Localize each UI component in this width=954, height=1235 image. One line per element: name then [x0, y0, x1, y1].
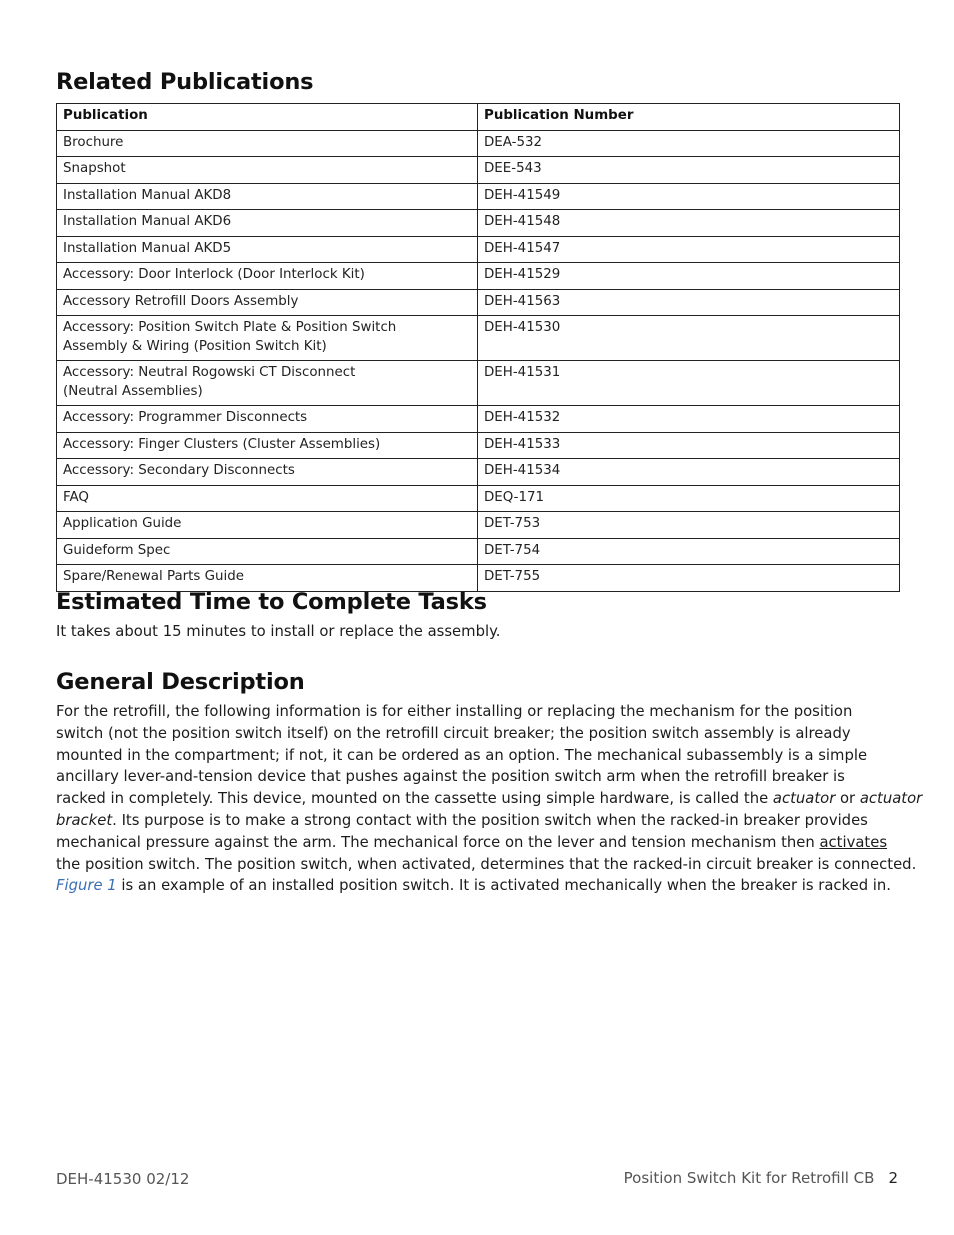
paragraph-line [56, 875, 906, 897]
section-heading-estimated-time: Estimated Time to Complete Tasks [56, 589, 487, 615]
term-actuator-bracket-continued: bracket [56, 811, 113, 829]
publication-number-cell: DEH-41563 [478, 289, 900, 316]
general-description-paragraph [56, 701, 923, 897]
footer-right [624, 1169, 898, 1187]
column-header-publication-number: Publication Number [478, 104, 900, 131]
paragraph-line [56, 810, 906, 832]
paragraph-text: or [835, 790, 860, 808]
publication-number-cell: DEQ-171 [478, 485, 900, 512]
publication-number-cell: DEE-543 [478, 157, 900, 184]
estimated-time-paragraph: It takes about 15 minutes to install or replace the assembly. [56, 623, 501, 640]
publication-number-cell: DET-755 [478, 565, 900, 592]
publication-cell: Installation Manual AKD8 [57, 183, 478, 210]
paragraph-line: For the retrofill, the following information is for either installing or replacing the mechanism for the position [56, 703, 853, 720]
publication-cell [57, 316, 478, 361]
publication-number-cell: DEH-41531 [478, 361, 900, 406]
paragraph-text: is an example of an installed position switch. It is activated mechanically when the breaker is racked in. [116, 877, 891, 895]
publication-cell: Accessory: Door Interlock (Door Interlock Kit) [57, 263, 478, 290]
table-row [57, 361, 900, 406]
table-row [57, 565, 900, 592]
table-row [57, 263, 900, 290]
table-header-row [57, 104, 900, 131]
publication-cell-line: Accessory: Position Switch Plate & Position Switch [63, 320, 397, 335]
publication-number-cell: DET-754 [478, 538, 900, 565]
paragraph-text: . Its purpose is to make a strong contact with the position switch when the racked-in breaker provides [112, 811, 868, 829]
paragraph-line: switch (not the position switch itself) on the retrofill circuit breaker; the position switch assembly is already [56, 724, 851, 742]
publication-cell: Accessory: Finger Clusters (Cluster Assemblies) [57, 432, 478, 459]
publication-number-cell: DEH-41534 [478, 459, 900, 486]
table-row [57, 236, 900, 263]
table-row [57, 538, 900, 565]
publication-cell: Application Guide [57, 512, 478, 539]
column-header-publication: Publication [57, 104, 478, 131]
page-number: 2 [888, 1169, 898, 1187]
publication-number-cell: DEH-41548 [478, 210, 900, 237]
table-row [57, 210, 900, 237]
publication-cell-line: Accessory: Neutral Rogowski CT Disconnect [63, 365, 356, 380]
paragraph-text: mechanical pressure against the arm. The mechanical force on the lever and tension mechanism then [56, 833, 820, 851]
paragraph-line: the position switch. The position switch, when activated, determines that the racked-in circuit breaker is connected. [56, 855, 917, 873]
publication-cell: Brochure [57, 130, 478, 157]
term-actuator: actuator [772, 790, 836, 808]
publication-number-cell: DEA-532 [478, 130, 900, 157]
publication-cell-line: Assembly & Wiring (Position Switch Kit) [63, 338, 327, 354]
paragraph-line [56, 788, 923, 810]
table-row [57, 512, 900, 539]
publication-cell: FAQ [57, 485, 478, 512]
table-row [57, 485, 900, 512]
paragraph-line: mounted in the compartment; if not, it can be ordered as an option. The mechanical subassembly is a simple [56, 746, 868, 764]
section-heading-general-description: General Description [56, 669, 305, 695]
publication-number-cell: DEH-41532 [478, 406, 900, 433]
footer-document-id: DEH-41530 02/12 [56, 1170, 190, 1188]
table-row [57, 432, 900, 459]
figure-1-link[interactable]: Figure 1 [56, 877, 117, 895]
publication-cell: Accessory: Secondary Disconnects [57, 459, 478, 486]
publication-cell: Spare/Renewal Parts Guide [57, 565, 478, 592]
publication-cell: Accessory: Programmer Disconnects [57, 406, 478, 433]
publication-number-cell: DET-753 [478, 512, 900, 539]
publication-cell: Installation Manual AKD5 [57, 236, 478, 263]
term-actuator-bracket: actuator [859, 790, 923, 808]
publication-cell [57, 361, 478, 406]
table-row [57, 406, 900, 433]
paragraph-line: ancillary lever-and-tension device that pushes against the position switch arm when the retrofill breaker is [56, 768, 845, 786]
table-row [57, 459, 900, 486]
footer-document-title: Position Switch Kit for Retrofill CB [623, 1169, 875, 1187]
paragraph-text: racked in completely. This device, mounted on the cassette using simple hardware, is called the [56, 790, 773, 808]
publication-number-cell: DEH-41530 [478, 316, 900, 361]
publication-cell: Guideform Spec [57, 538, 478, 565]
table-row [57, 316, 900, 361]
publication-cell-line: (Neutral Assemblies) [63, 383, 203, 399]
publication-cell: Accessory Retrofill Doors Assembly [57, 289, 478, 316]
section-heading-related-publications: Related Publications [56, 69, 314, 95]
publication-number-cell: DEH-41533 [478, 432, 900, 459]
table-row [57, 183, 900, 210]
underlined-term-activates: activates [819, 833, 888, 851]
table-row [57, 289, 900, 316]
publication-cell: Snapshot [57, 157, 478, 184]
paragraph-line [56, 832, 906, 854]
table-row [57, 130, 900, 157]
publication-number-cell: DEH-41549 [478, 183, 900, 210]
table-row [57, 157, 900, 184]
related-publications-table [56, 103, 900, 592]
publication-cell: Installation Manual AKD6 [57, 210, 478, 237]
publication-number-cell: DEH-41547 [478, 236, 900, 263]
publication-number-cell: DEH-41529 [478, 263, 900, 290]
